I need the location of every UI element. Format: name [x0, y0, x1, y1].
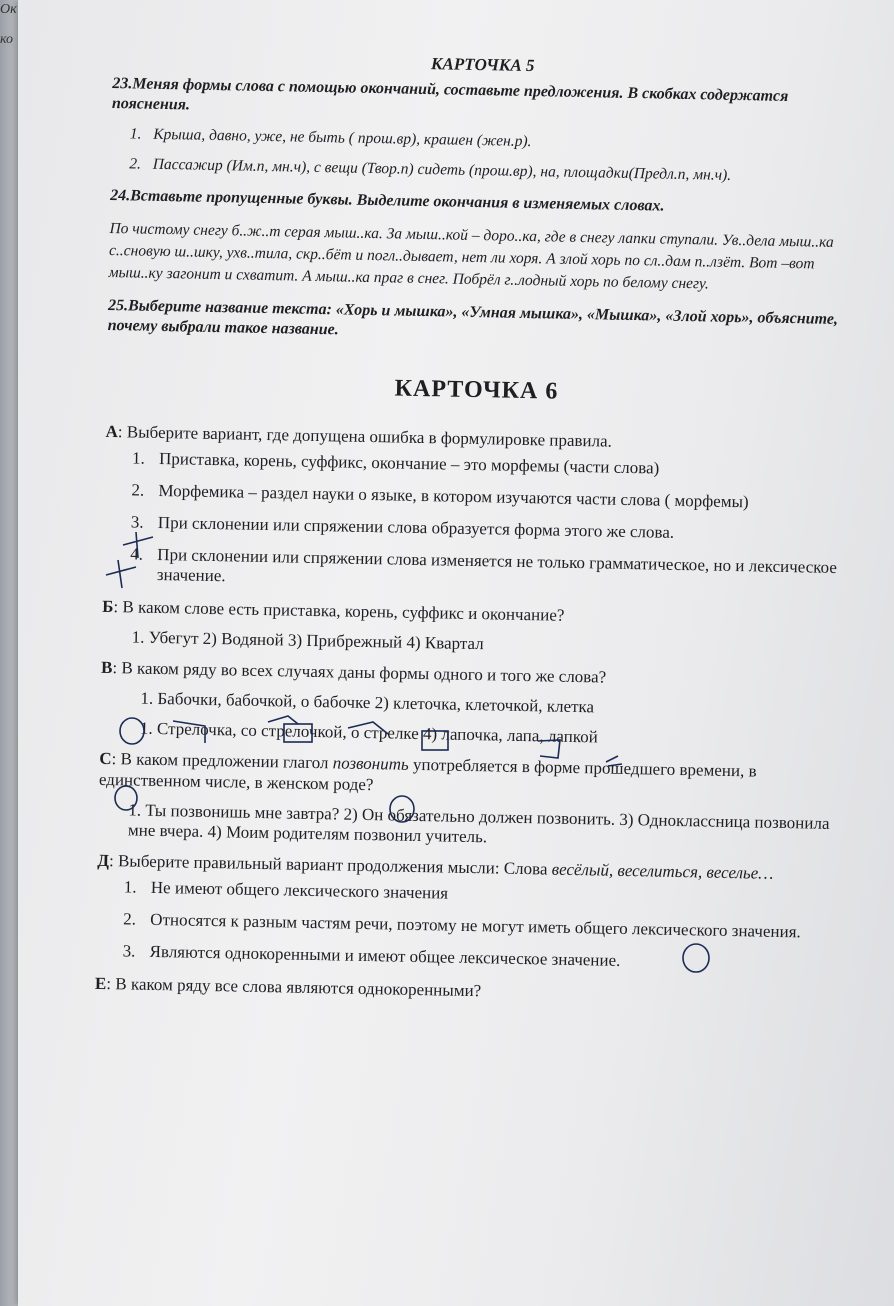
- task-24: 24.Вставьте пропущенные буквы. Выделите окончания в изменяемых словах.: [110, 186, 665, 215]
- question-label: В: [100, 657, 113, 678]
- question-d-item: 3. Являются однокоренными и имеют общее лексическое значение.: [139, 942, 835, 975]
- question-b-options: 1. Убегут 2) Водяной 3) Прибрежный 4) Квартал: [131, 627, 484, 654]
- question-text: : В каком ряду все слова являются однокоренными?: [106, 974, 482, 1001]
- question-a-item: 2. Морфемика – раздел науки о языке, в котором изучаются части слова ( морфемы): [148, 481, 844, 514]
- task-23-item: 2. Пассажир (Им.п, мн.ч), с вещи (Твор.п) сидеть (прош.вр), на, площадки(Предл.п, мн.ч).: [145, 155, 851, 189]
- question-a-item: 3. При склонении или спряжении слова образуется форма этого же слова.: [148, 513, 844, 546]
- task-23-item: 1. Крыша, давно, уже, не быть ( прош.вр), крашен (жен.р).: [145, 125, 851, 159]
- question-b: [102, 596, 842, 631]
- question-text: : Выберите правильный вариант продолжения мысли: Слова: [108, 851, 552, 879]
- question-verb: позвонить: [332, 753, 409, 774]
- question-d-list: [139, 878, 836, 975]
- question-text: : Выберите вариант, где допущена ошибка в формулировке правила.: [117, 422, 613, 451]
- question-text: : В каком слове есть приставка, корень, суффикс и окончание?: [113, 597, 565, 625]
- question-text: : В каком предложении глагол: [111, 749, 333, 773]
- question-label: А: [105, 421, 119, 442]
- question-v-option-line: 1. Стрелочка, со стрелочкой, о стрелке 4) лапочка, лапа, лапкой: [139, 718, 599, 747]
- question-e: [95, 973, 835, 1008]
- question-a-list: [147, 449, 845, 598]
- worksheet-page: [18, 0, 894, 1306]
- question-a-item: 4. При склонении или спряжении слова изменяется не только грамматическое, но и лексическое значение.: [147, 545, 844, 598]
- question-label: Б: [102, 596, 114, 617]
- worksheet-content: [95, 48, 853, 1008]
- question-text: употребляется в форме прошедшего времени, в единственном числе, в женском роде?: [98, 754, 757, 795]
- margin-fragment: ко: [0, 32, 14, 47]
- task-24-text: По чистому снегу б..ж..т серая мыш..ка. За мыш..кой – доро..ка, где в снегу лапки ступали. Ув..дела мыш..ка с..сновую ш..шку, ухв..тила, скр..бёт и погл..дывает, нет ли хоря. А злой хорь по сл..дам п..лзёт. Вот –вот мыш..ку загонит и схватит. А мыш..ка праг в снег. Побрёл г..лодный хорь по белому снегу.: [108, 219, 834, 293]
- question-v: [101, 657, 841, 692]
- question-d-item: 1. Не имеют общего лексического значения: [141, 878, 837, 911]
- question-c-options: 1. Ты позвонишь мне завтра? 2) Он обязательно должен позвонить. 3) Одноклассница позвонила мне вчера. 4) Моим родителям позвонил учитель.: [127, 800, 830, 847]
- card6-title: КАРТОЧКА 6: [394, 375, 559, 405]
- question-v-option-line: 1. Бабочки, бабочкой, о бабочке 2) клеточка, клеточкой, клетка: [140, 688, 595, 717]
- question-words: весёлый, веселиться, веселье…: [551, 859, 774, 883]
- question-label: Е: [94, 973, 107, 994]
- task-23-list: [145, 125, 852, 189]
- question-d-item: 2. Относятся к разным частям речи, поэтому не могут иметь общего лексического значения.: [140, 910, 836, 943]
- question-label: С: [99, 748, 112, 769]
- question-text: : В каком ряду во всех случаях даны формы одного и того же слова?: [112, 658, 607, 687]
- task-23: 23.Меняя формы слова с помощью окончаний, составьте предложения. В скобках содержатся пояснения.: [111, 74, 789, 114]
- question-c: [99, 748, 840, 804]
- margin-fragment: Ок: [0, 2, 17, 17]
- question-label: Д: [97, 850, 110, 871]
- card5-title: КАРТОЧКА 5: [430, 54, 535, 76]
- task-25: 25.Выберите название текста: «Хорь и мышка», «Умная мышка», «Мышка», «Злой хорь», объясните, почему выбрали такое название.: [107, 296, 839, 339]
- question-a-item: 1. Приставка, корень, суффикс, окончание – это морфемы (части слова): [149, 449, 845, 482]
